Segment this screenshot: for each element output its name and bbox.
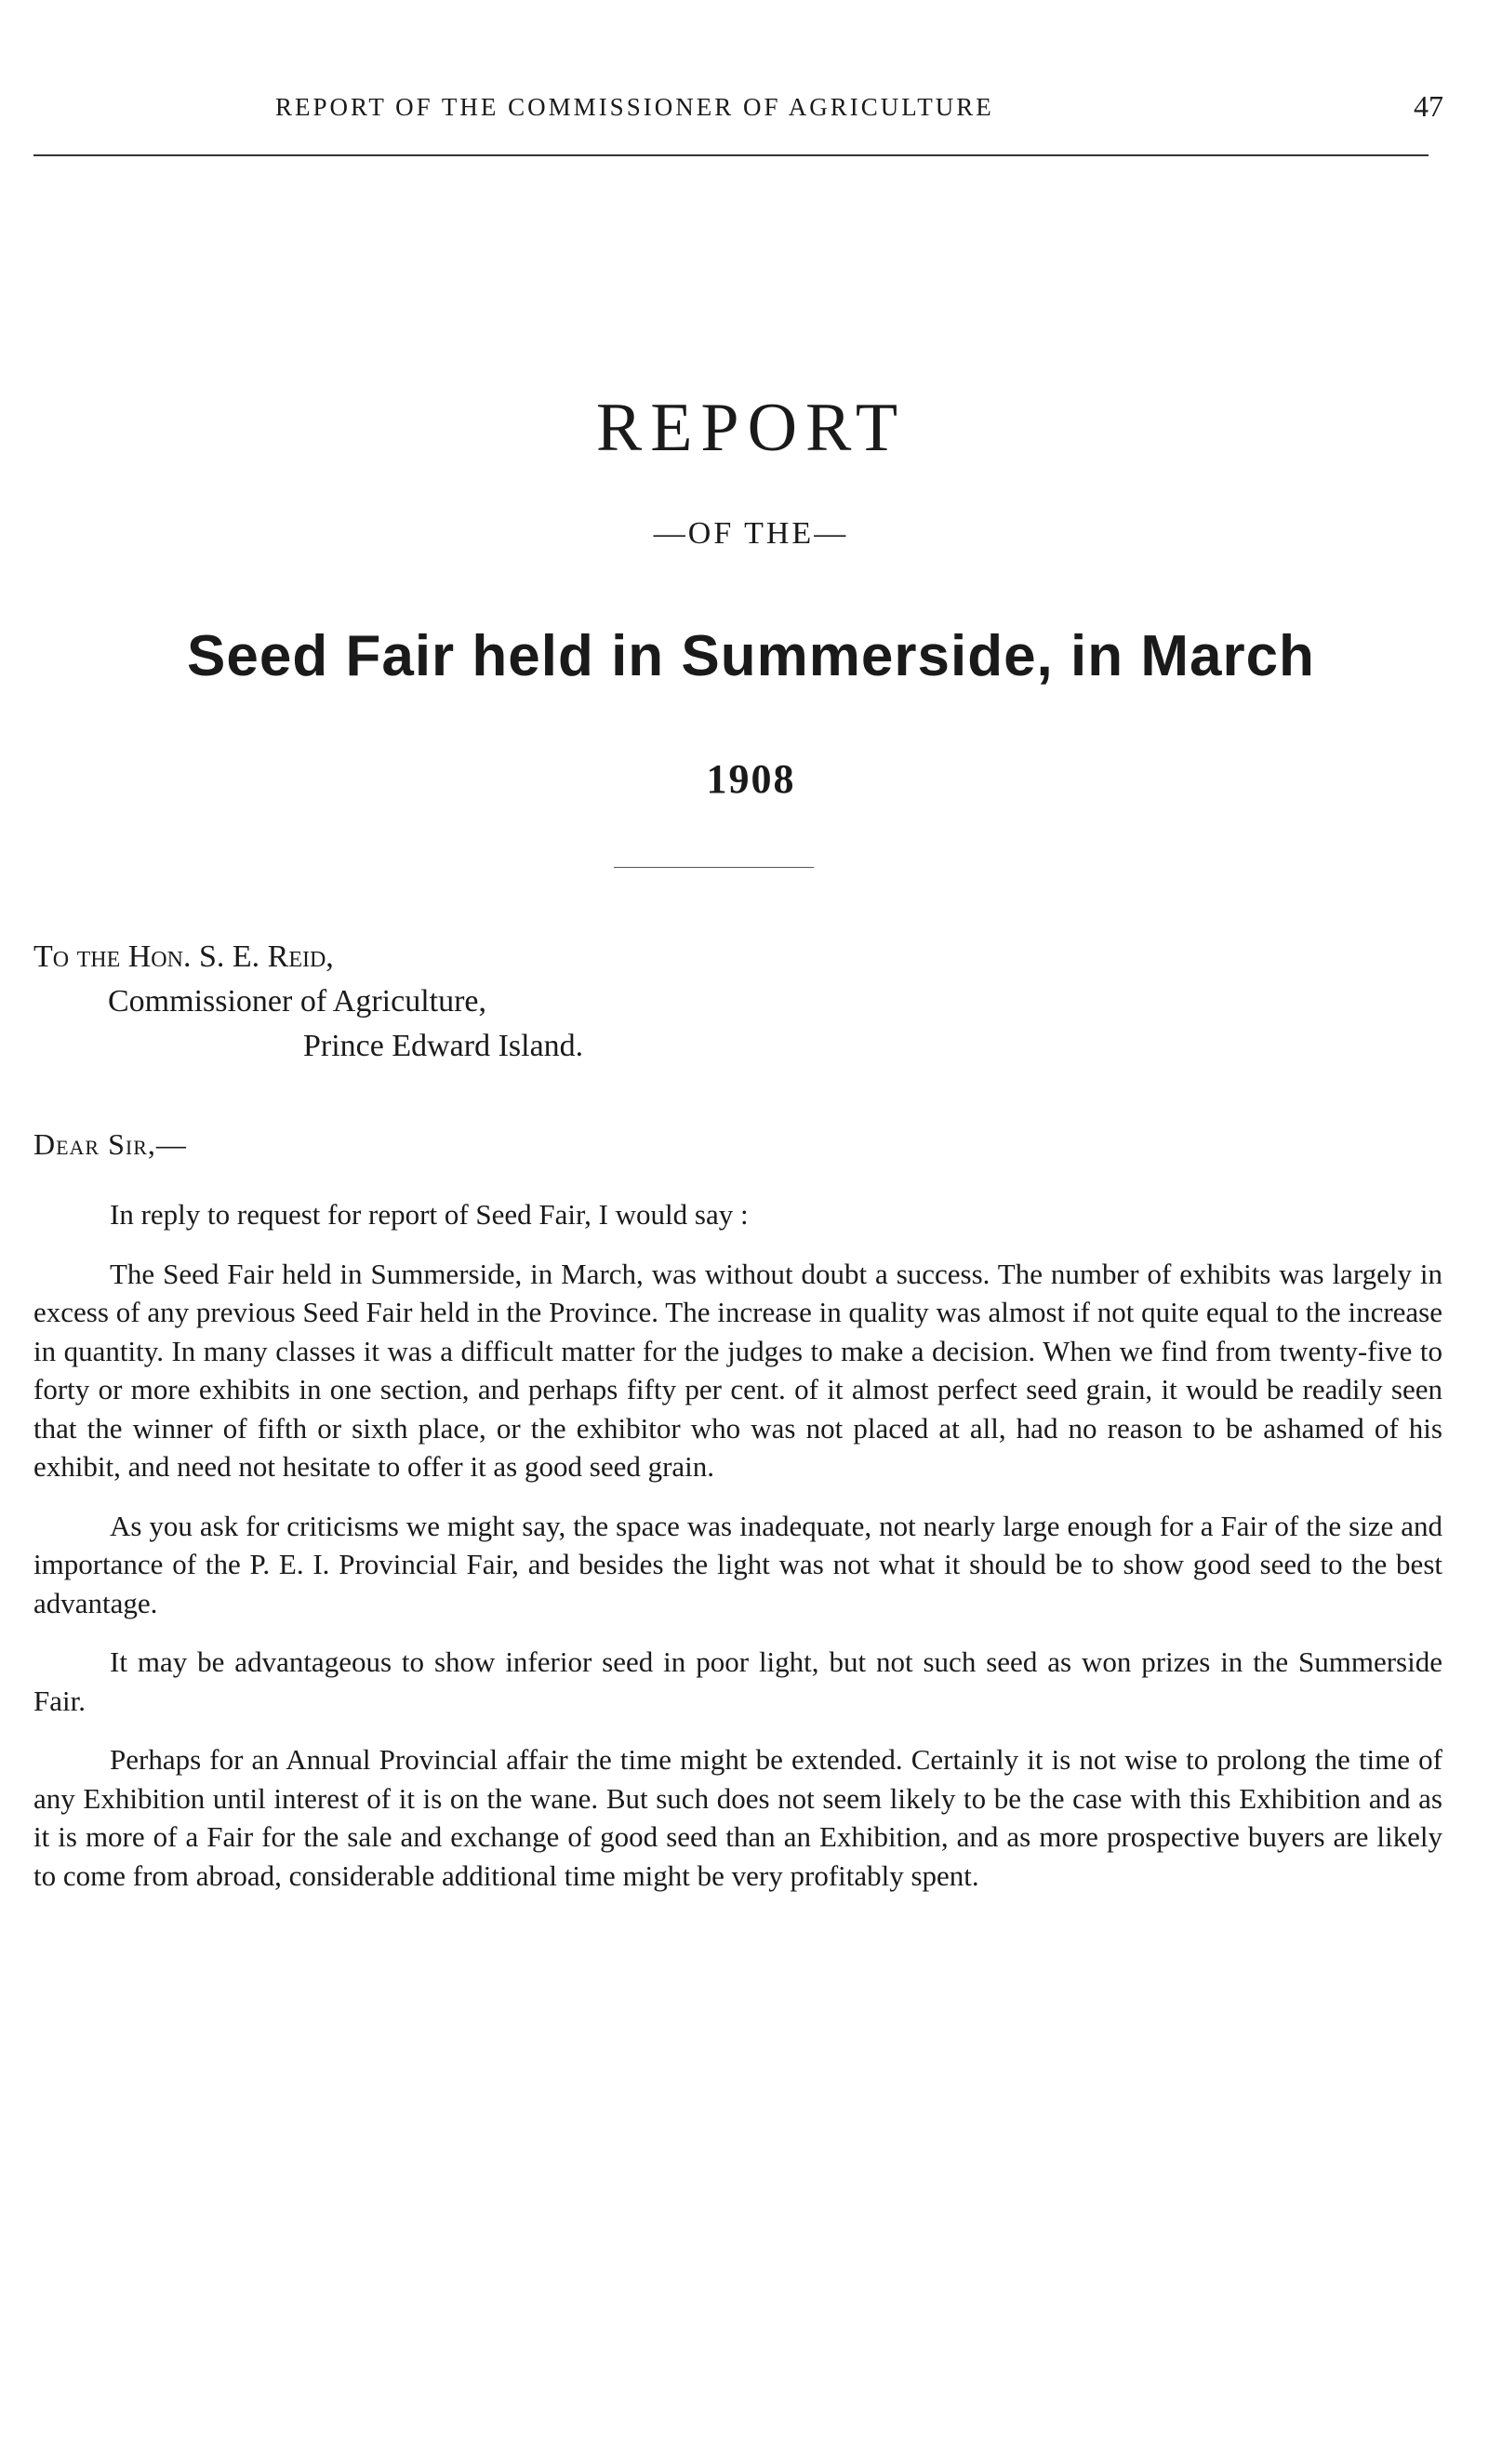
address-line-2: Commissioner of Agriculture, [108, 984, 487, 1019]
page-number: 47 [1414, 89, 1443, 123]
letter-body [33, 1195, 1442, 1915]
address-line-3: Prince Edward Island. [303, 1029, 584, 1063]
report-title: REPORT [595, 390, 907, 466]
running-head-title: REPORT OF THE COMMISSIONER OF AGRICULTURE [275, 93, 994, 121]
paragraph-2: The Seed Fair held in Summerside, in March, was without doubt a success. The number of exhibits was largely in excess of any previous Seed Fair held in the Province. The increase in quality was almost if not quite equal to the increase in quantity. In many classes it was a difficult matter for the judges to make a decision. When we find from twenty-five to forty or more exhibits in one section, and perhaps fifty per cent. of it almost perfect seed grain, it would be readily seen that the winner of fifth or sixth place, or the exhibitor who was not placed at all, had no reason to be ashamed of his exhibit, and need not hesitate to offer it as good seed grain. [33, 1257, 1442, 1483]
of-the-line: —OF THE— [653, 516, 849, 551]
paragraph-4: It may be advantageous to show inferior seed in poor light, but not such seed as won prizes in the Summerside Fair. [33, 1645, 1442, 1717]
report-year: 1908 [706, 756, 796, 802]
running-head [33, 89, 1443, 127]
greeting: Dear Sir,— [33, 1127, 187, 1161]
section-divider [614, 867, 814, 868]
report-subtitle: Seed Fair held in Summerside, in March [187, 624, 1315, 688]
paragraph-3: As you ask for criticisms we might say, the space was inadequate, not nearly large enough for a Fair of the size and importance of the P. E. I. Provincial Fair, and besides the light was not what it should be to show good seed to the best advantage. [33, 1509, 1442, 1619]
paragraph-5: Perhaps for an Annual Provincial affair the time might be extended. Certainly it is not wise to prolong the time of any Exhibition until interest of it is on the wane. But such does not seem likely to be the case with this Exhibition and as it is more of a Fair for the sale and exchange of good seed than an Exhibition, and as more prospective buyers are likely to come from abroad, considerable additional time might be very profitably spent. [33, 1743, 1442, 1892]
paragraph-1: In reply to request for report of Seed Fair, I would say : [110, 1198, 749, 1231]
address-line-1: To the Hon. S. E. Reid, [33, 939, 334, 974]
address-block [33, 935, 583, 1069]
header-rule [33, 154, 1429, 156]
